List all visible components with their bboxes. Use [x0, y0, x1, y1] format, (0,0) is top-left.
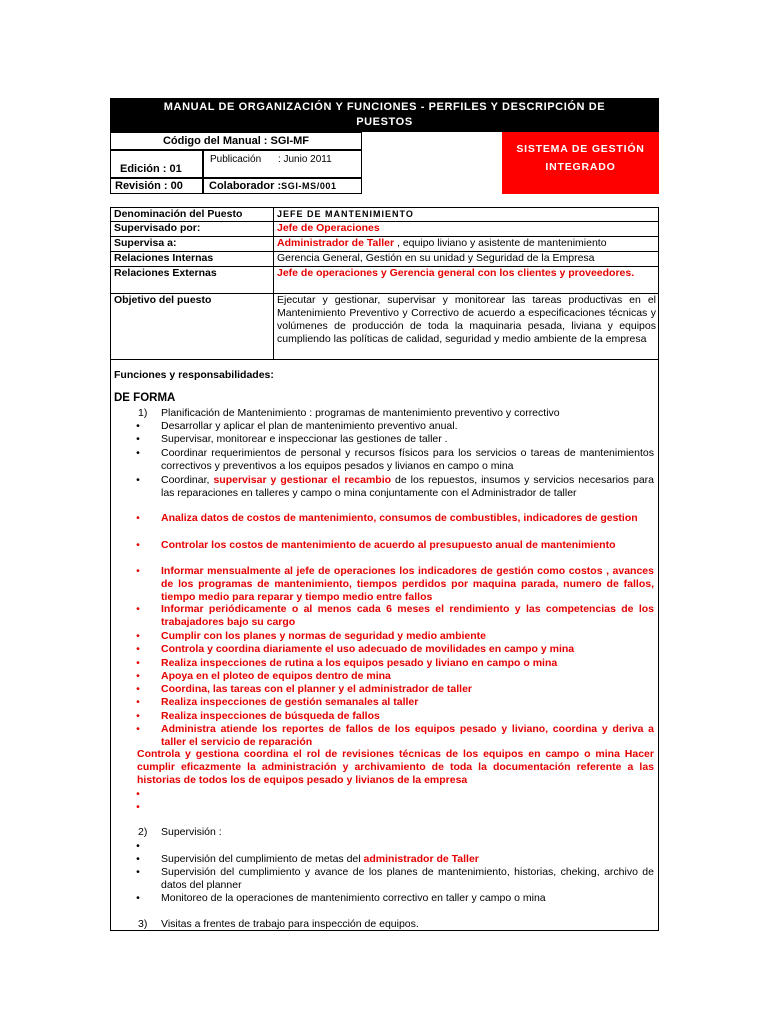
manual-title-line2: PUESTOS	[356, 116, 413, 128]
item-number: 3)	[138, 918, 148, 930]
red-list-item: Cumplir con los planes y normas de seguridad y medio ambiente	[161, 630, 486, 642]
list-item	[161, 474, 654, 500]
item-text: Supervisión :	[161, 826, 222, 838]
list-item: Supervisión del cumplimiento y avance de los planes de mantenimiento, historias, cheking, archivo de datos del planner	[161, 866, 654, 891]
table-row	[111, 267, 659, 294]
bullet: •	[136, 643, 140, 655]
row-label: Supervisa a:	[111, 237, 274, 252]
bullet: •	[136, 420, 140, 432]
manual-title	[110, 98, 659, 132]
publication-label: Publicación	[210, 154, 262, 165]
red-list-item: Realiza inspecciones de rutina a los equipos pesado y liviano en campo o mina	[161, 657, 558, 669]
row-value: JEFE DE MANTENIMIENTO	[274, 208, 659, 222]
bullet: •	[136, 866, 140, 878]
supervision-highlight: administrador de Taller	[363, 853, 479, 865]
red-list-item: Apoya en el ploteo de equipos dentro de mina	[161, 670, 391, 682]
list-item: Supervisar, monitorear e inspeccionar las gestiones de taller .	[161, 433, 448, 445]
bullet: •	[136, 801, 140, 813]
collaborator-value: SGI-MS/001	[281, 181, 337, 191]
bullet: •	[136, 670, 140, 682]
red-list-item: Informar periódicamente o al menos cada 6 meses el rendimiento y las competencias de los trabajadores bajo su cargo	[161, 603, 654, 628]
bullet: •	[136, 840, 140, 852]
system-line1: SISTEMA DE GESTIÓN	[516, 143, 645, 155]
row-value	[274, 237, 659, 252]
red-list-item: Controlar los costos de mantenimiento de acuerdo al presupuesto anual de mantenimiento	[161, 539, 616, 551]
red-list-item: Informar mensualmente al jefe de operaciones los indicadores de gestión como costos , avances de los programas de mantenimiento, tiempos perdidos por maquina parada, numero de fallos, tiempo medio para reparar y tiempo medio entre fallos	[161, 565, 654, 603]
bullet: •	[136, 565, 140, 577]
system-line2: INTEGRADO	[545, 161, 616, 173]
list-item: Monitoreo de la operaciones de mantenimiento correctivo en taller y campo o mina	[161, 892, 546, 904]
list-item: Desarrollar y aplicar el plan de mantenimiento preventivo anual.	[161, 420, 458, 432]
row-label: Relaciones Internas	[111, 252, 274, 267]
manual-code: Código del Manual : SGI-MF	[110, 132, 362, 150]
bullet: •	[136, 603, 140, 615]
row-value: Jefe de operaciones y Gerencia general con los clientes y proveedores.	[274, 267, 659, 294]
row-label: Relaciones Externas	[111, 267, 274, 294]
collaborator-label: Colaborador :	[209, 180, 282, 192]
supervision-prefix: Supervisión del cumplimiento de metas del	[161, 853, 361, 865]
row-value: Gerencia General, Gestión en su unidad y Seguridad de la Empresa	[274, 252, 659, 267]
bullet: •	[136, 710, 140, 722]
bullet: •	[136, 788, 140, 800]
bullet: •	[136, 474, 140, 486]
functions-heading: Funciones y responsabilidades:	[114, 369, 274, 381]
table-row	[111, 252, 659, 267]
supervisee-highlight: Administrador de Taller	[277, 237, 395, 249]
red-paragraph: Controla y gestiona coordina el rol de revisiones técnicas de los equipos en campo o mina Hacer cumplir eficazmente la administración y archivamiento de toda la documentación referente a las historias de todos los de equipos pesado y livianos de la empresa	[137, 748, 654, 786]
row-label: Denominación del Puesto	[111, 208, 274, 222]
row-value: Jefe de Operaciones	[274, 222, 659, 237]
collaborator	[203, 178, 362, 194]
red-list-item: Coordina, las tareas con el planner y el administrador de taller	[161, 683, 473, 695]
publication-value: : Junio 2011	[277, 154, 332, 165]
bullet: •	[136, 696, 140, 708]
red-list-item: Administra atiende los reportes de fallos de los equipos pesado y liviano, coordina y deriva a taller el servicio de reparación	[161, 723, 654, 748]
red-list-item: Controla y coordina diariamente el uso adecuado de movilidades en campo y mina	[161, 643, 575, 655]
table-row	[111, 294, 659, 360]
coordinate-rest: de los repuestos, insumos y servicios necesarios para las reparaciones en talleres y campo o mina conjuntamente con el Administrador de taller	[161, 474, 654, 499]
bullet: •	[136, 892, 140, 904]
bullet: •	[136, 539, 140, 551]
section-heading: DE FORMA	[114, 392, 176, 404]
coordinate-highlight: supervisar y gestionar el recambio	[213, 474, 392, 486]
table-row	[111, 222, 659, 237]
red-list-item: Realiza inspecciones de gestión semanales al taller	[161, 696, 419, 708]
list-item: Coordinar requerimientos de personal y recursos físicos para los servicios o tareas de mantenimientos correctivos y preventivos a los equipos pesados y livianos en campo o mina	[161, 447, 654, 472]
bullet: •	[136, 723, 140, 735]
item-text: Planificación de Mantenimiento : programas de mantenimiento preventivo y correctivo	[161, 407, 560, 419]
publication	[203, 150, 362, 178]
table-row	[111, 208, 659, 222]
bullet: •	[136, 630, 140, 642]
revision: Revisión : 00	[110, 178, 203, 194]
system-badge	[502, 132, 659, 194]
bullet: •	[136, 657, 140, 669]
item-text: Visitas a frentes de trabajo para inspección de equipos.	[161, 918, 419, 930]
position-table	[110, 207, 659, 360]
list-item	[161, 853, 655, 866]
table-row	[111, 237, 659, 252]
row-label: Objetivo del puesto	[111, 294, 274, 360]
coordinate-prefix: Coordinar,	[161, 474, 210, 486]
bullet: •	[136, 433, 140, 445]
item-number: 1)	[138, 407, 148, 419]
bullet: •	[136, 447, 140, 459]
edition: Edición : 01	[110, 150, 203, 178]
item-number: 2)	[138, 826, 148, 838]
row-label: Supervisado por:	[111, 222, 274, 237]
bullet: •	[136, 683, 140, 695]
supervisee-rest: , equipo liviano y asistente de mantenimiento	[394, 237, 607, 249]
manual-title-line1: MANUAL DE ORGANIZACIÓN Y FUNCIONES - PERFILES Y DESCRIPCIÓN DE	[163, 101, 606, 113]
red-list-item: Realiza inspecciones de búsqueda de fallos	[161, 710, 380, 722]
bullet: •	[136, 512, 140, 524]
row-value: Ejecutar y gestionar, supervisar y monitorear las tareas productivas en el Mantenimiento Preventivo y Correctivo de acuerdo a especificaciones técnicas y volúmenes de producción de toda la maquinaria pesada, liviana y equipos cumpliendo las políticas de calidad, seguridad y medio ambiente de la empresa	[274, 294, 659, 360]
bullet: •	[136, 853, 140, 865]
red-list-item: Analiza datos de costos de mantenimiento, consumos de combustibles, indicadores de gestion	[161, 512, 638, 524]
